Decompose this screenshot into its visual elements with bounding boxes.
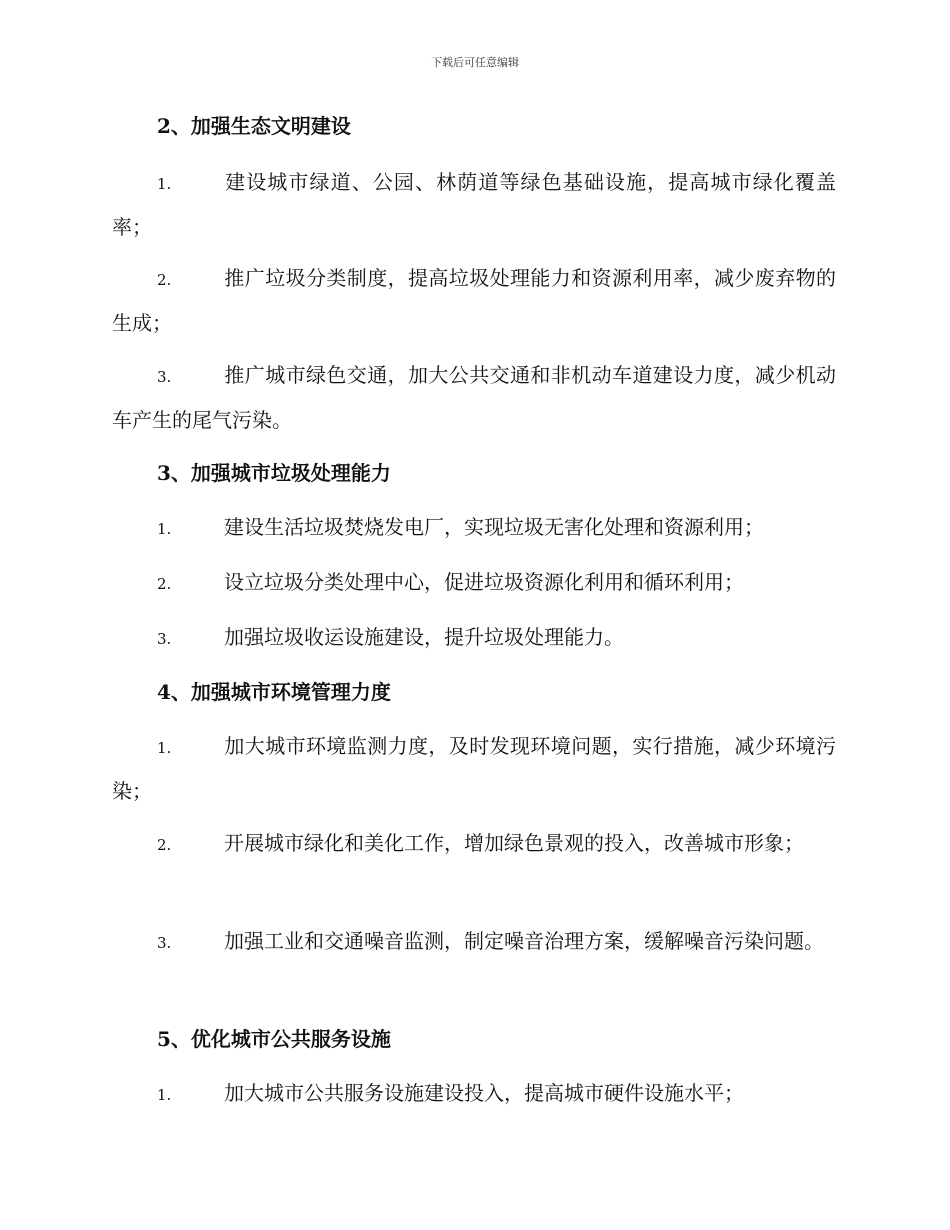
list-item <box>112 506 836 551</box>
section-heading: 4、加强城市环境管理力度 <box>157 680 391 704</box>
list-item <box>112 725 836 813</box>
item-text: 推广城市绿色交通，加大公共交通和非机动车道建设力度，减少机动车产生的尾气污染。 <box>112 363 836 432</box>
section-heading: 2、加强生态文明建设 <box>157 114 351 138</box>
item-number: 2. <box>157 836 172 854</box>
list-item <box>112 1072 836 1117</box>
item-number: 1. <box>157 1086 172 1104</box>
item-number: 1. <box>157 520 172 538</box>
section-heading: 3、加强城市垃圾处理能力 <box>157 461 391 485</box>
item-text: 加强工业和交通噪音监测，制定噪音治理方案，缓解噪音污染问题。 <box>224 929 824 953</box>
item-text: 推广垃圾分类制度，提高垃圾处理能力和资源利用率，减少废弃物的生成； <box>112 266 836 335</box>
section-heading: 5、优化城市公共服务设施 <box>157 1027 391 1051</box>
item-text: 设立垃圾分类处理中心，促进垃圾资源化利用和循环利用； <box>224 570 744 594</box>
item-number: 2. <box>157 271 172 289</box>
item-number: 3. <box>157 630 172 648</box>
item-text: 加大城市环境监测力度，及时发现环境问题，实行措施，减少环境污染； <box>112 734 836 803</box>
list-item <box>112 257 836 345</box>
list-item <box>112 616 836 661</box>
item-number: 1. <box>157 739 172 757</box>
item-text: 加大城市公共服务设施建设投入，提高城市硬件设施水平； <box>224 1081 744 1105</box>
list-item <box>112 354 836 442</box>
list-item <box>112 161 836 249</box>
item-text: 开展城市绿化和美化工作，增加绿色景观的投入，改善城市形象； <box>224 831 804 855</box>
list-item <box>112 561 836 606</box>
item-number: 2. <box>157 575 172 593</box>
list-item <box>112 920 836 965</box>
list-item <box>112 822 836 867</box>
item-text: 建设生活垃圾焚烧发电厂，实现垃圾无害化处理和资源利用； <box>224 515 764 539</box>
page-header: 下载后可任意编辑 <box>431 56 519 69</box>
item-number: 1. <box>157 175 172 193</box>
item-text: 加强垃圾收运设施建设，提升垃圾处理能力。 <box>224 625 624 649</box>
item-number: 3. <box>157 934 172 952</box>
item-text: 建设城市绿道、公园、林荫道等绿色基础设施，提高城市绿化覆盖率； <box>112 170 836 239</box>
item-number: 3. <box>157 368 172 386</box>
